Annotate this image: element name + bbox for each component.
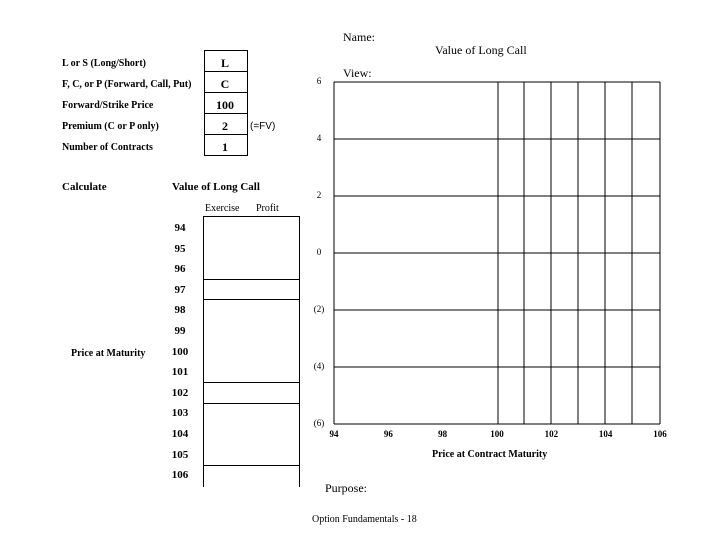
input-label-strike: Forward/Strike Price — [62, 100, 154, 111]
x-tick-label: 100 — [490, 429, 504, 439]
x-tick-label: 96 — [383, 429, 393, 439]
price-row-label: 105 — [171, 448, 189, 461]
col-profit-header: Profit — [256, 203, 279, 214]
calc-table-grid — [203, 216, 300, 487]
y-tick-label: 6 — [316, 76, 322, 86]
input-label-premium: Premium (C or P only) — [62, 121, 159, 132]
calc-table-title: Value of Long Call — [172, 181, 260, 193]
footer-page-label: Option Fundamentals - 18 — [312, 514, 417, 525]
price-row-label: 95 — [174, 242, 186, 255]
col-exercise-header: Exercise — [205, 203, 240, 214]
y-tick-label: (6) — [313, 418, 325, 428]
x-tick-label: 106 — [653, 429, 667, 439]
input-label-contracts: Number of Contracts — [62, 142, 153, 153]
x-tick-label: 104 — [598, 429, 613, 439]
view-label: View: — [343, 66, 372, 80]
input-label-long-short: L or S (Long/Short) — [62, 58, 146, 69]
calc-table-row-line — [203, 279, 299, 280]
x-tick-label: 102 — [544, 429, 559, 439]
premium-note: (=FV) — [250, 121, 276, 132]
y-tick-label: (4) — [313, 361, 325, 371]
chart-title: Value of Long Call — [435, 43, 527, 57]
price-row-label: 99 — [174, 325, 186, 337]
input-value-strike[interactable]: 100 — [216, 98, 234, 112]
chart-x-axis-label: Price at Contract Maturity — [432, 449, 548, 460]
price-row-label: 104 — [171, 428, 189, 440]
calc-table-row-line — [203, 465, 299, 466]
price-row-label: 102 — [171, 386, 189, 399]
y-tick-label: 4 — [316, 133, 322, 143]
y-tick-label: 2 — [316, 190, 322, 200]
price-row-label: 100 — [171, 345, 189, 358]
input-value-premium[interactable]: 2 — [222, 119, 228, 133]
purpose-label: Purpose: — [325, 481, 367, 495]
calc-table-row-line — [203, 382, 299, 383]
input-label-type: F, C, or P (Forward, Call, Put) — [62, 79, 192, 90]
price-row-label: 97 — [174, 283, 186, 296]
calc-table-row-line — [203, 403, 299, 404]
input-value-long-short[interactable]: L — [220, 56, 229, 70]
calculate-label: Calculate — [62, 181, 107, 193]
input-value-contracts[interactable]: 1 — [222, 140, 228, 154]
price-row-label: 94 — [174, 222, 186, 234]
price-row-label: 98 — [174, 304, 186, 317]
x-tick-label: 98 — [438, 429, 448, 439]
price-row-label: 103 — [171, 407, 189, 420]
price-row-label: 96 — [174, 263, 186, 276]
price-row-label: 101 — [171, 366, 189, 379]
y-tick-label: (2) — [313, 304, 325, 314]
input-value-type[interactable]: C — [220, 77, 230, 91]
name-label: Name: — [343, 30, 375, 44]
price-at-maturity-label: Price at Maturity — [71, 348, 146, 359]
x-tick-label: 94 — [329, 429, 339, 439]
y-tick-label: 0 — [316, 247, 322, 257]
price-row-label: 106 — [171, 469, 189, 482]
calc-table-row-line — [203, 299, 299, 300]
